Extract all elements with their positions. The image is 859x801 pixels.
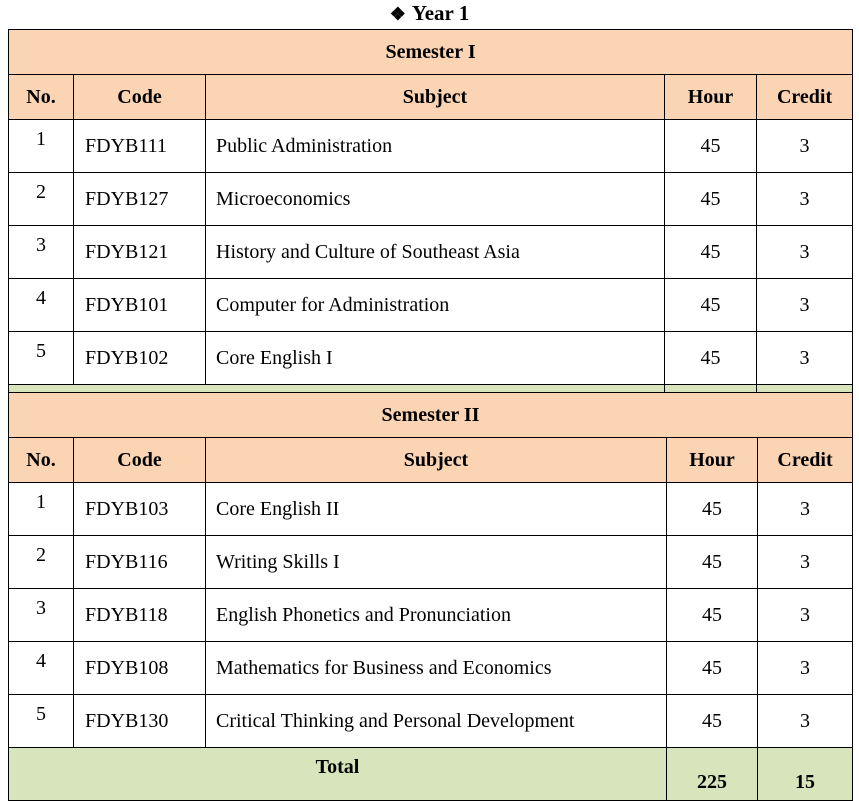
column-header-no: No. [9,75,74,120]
table-row [9,695,853,748]
cell-credit: 3 [757,120,853,173]
table-row [9,120,853,173]
cell-code: FDYB101 [74,279,206,332]
cell-subject: Core English II [206,483,667,536]
cell-code: FDYB111 [74,120,206,173]
cell-hour: 45 [665,279,757,332]
column-header-hour: Hour [667,438,758,483]
cell-code: FDYB102 [74,332,206,385]
cell-subject: Core English I [206,332,665,385]
column-header-subject: Subject [206,438,667,483]
cell-code: FDYB103 [74,483,206,536]
cell-credit: 3 [757,226,853,279]
cell-hour: 45 [665,332,757,385]
cell-code: FDYB108 [74,642,206,695]
total-credit: 15 [758,748,853,801]
cell-subject: Writing Skills I [206,536,667,589]
table-row [9,279,853,332]
semester-title: Semester II [9,393,853,438]
column-header-hour: Hour [665,75,757,120]
cell-subject: Computer for Administration [206,279,665,332]
total-label: Total [9,748,667,801]
table-row [9,483,853,536]
year-heading [0,0,859,26]
total-row [9,748,853,801]
table-row [9,173,853,226]
cell-no: 5 [9,695,74,748]
cell-no: 4 [9,279,74,332]
cell-subject: Critical Thinking and Personal Development [206,695,667,748]
cell-hour: 45 [667,695,758,748]
cell-code: FDYB116 [74,536,206,589]
total-hour: 225 [667,748,758,801]
column-header-code: Code [74,75,206,120]
cell-hour: 45 [667,589,758,642]
semester-2-table [8,392,853,801]
cell-subject: Mathematics for Business and Economics [206,642,667,695]
cell-credit: 3 [758,642,853,695]
cell-no: 1 [9,483,74,536]
cell-no: 3 [9,589,74,642]
cell-hour: 45 [665,226,757,279]
cell-subject: History and Culture of Southeast Asia [206,226,665,279]
cell-no: 5 [9,332,74,385]
table-row [9,226,853,279]
cell-subject: Microeconomics [206,173,665,226]
cell-credit: 3 [757,173,853,226]
cell-no: 1 [9,120,74,173]
cell-hour: 45 [667,483,758,536]
cell-credit: 3 [758,695,853,748]
cell-code: FDYB130 [74,695,206,748]
cell-hour: 45 [667,536,758,589]
cell-no: 4 [9,642,74,695]
cell-credit: 3 [757,332,853,385]
semester-1-table [8,29,853,438]
cell-hour: 45 [667,642,758,695]
column-header-code: Code [74,438,206,483]
column-header-credit: Credit [758,438,853,483]
cell-subject: English Phonetics and Pronunciation [206,589,667,642]
cell-code: FDYB118 [74,589,206,642]
cell-hour: 45 [665,173,757,226]
table-row [9,589,853,642]
table-row [9,332,853,385]
column-header-no: No. [9,438,74,483]
cell-no: 2 [9,173,74,226]
cell-code: FDYB121 [74,226,206,279]
cell-code: FDYB127 [74,173,206,226]
year-title: Year 1 [411,1,470,25]
cell-no: 3 [9,226,74,279]
column-header-credit: Credit [757,75,853,120]
cell-no: 2 [9,536,74,589]
cell-credit: 3 [758,589,853,642]
column-header-subject: Subject [206,75,665,120]
table-row [9,536,853,589]
cell-subject: Public Administration [206,120,665,173]
cell-credit: 3 [758,483,853,536]
table-row [9,642,853,695]
cell-credit: 3 [757,279,853,332]
diamond-bullet-icon: ❖ [389,4,406,24]
cell-hour: 45 [665,120,757,173]
semester-title: Semester I [9,30,853,75]
cell-credit: 3 [758,536,853,589]
